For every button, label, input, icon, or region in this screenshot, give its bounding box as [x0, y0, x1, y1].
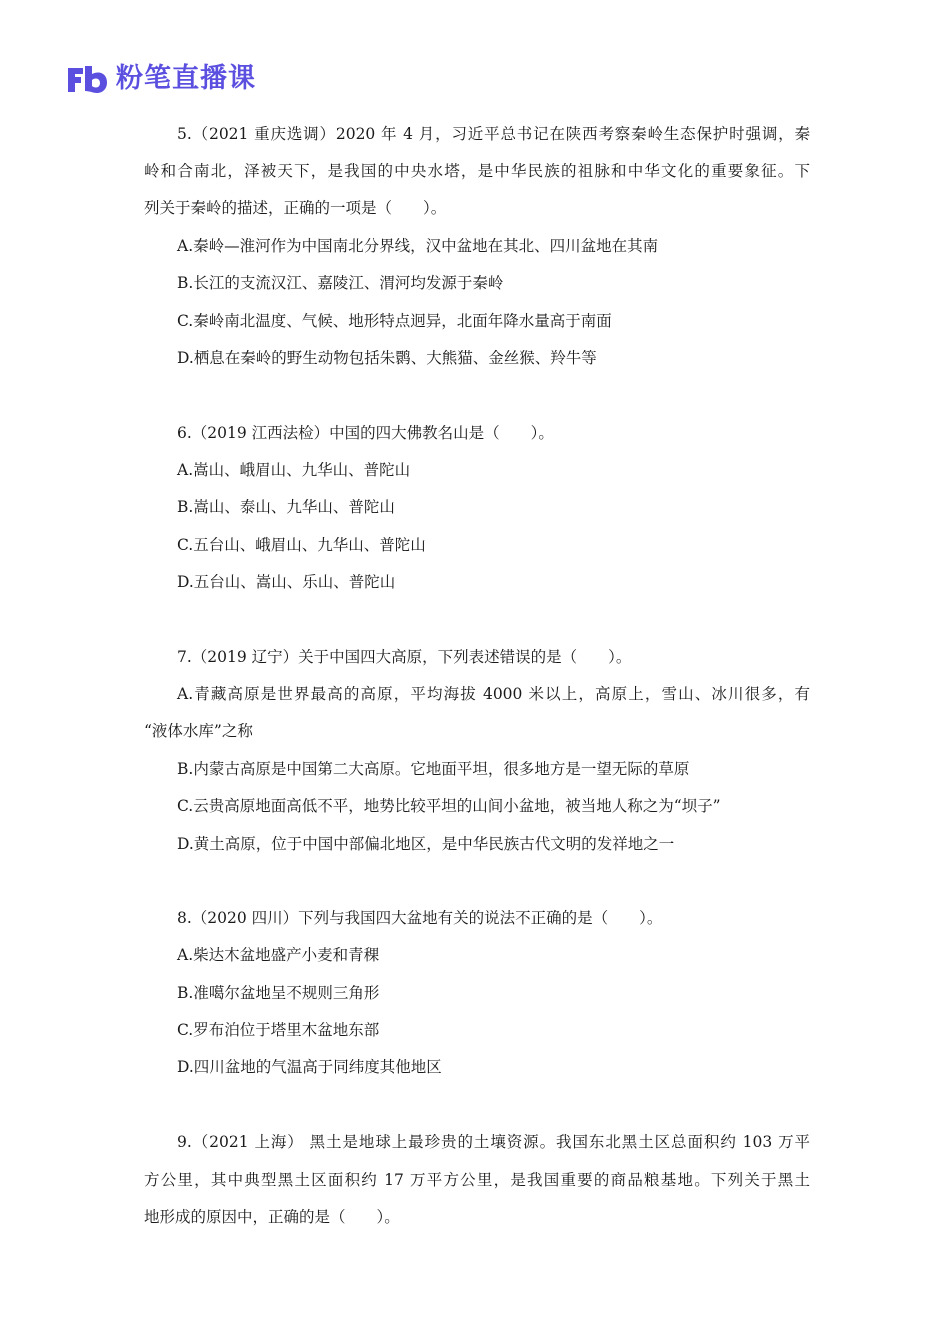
- option-c: C.五台山、峨眉山、九华山、普陀山: [177, 536, 426, 554]
- option-a: A.柴达木盆地盛产小麦和青稞: [177, 946, 380, 964]
- option-a: A.青藏高原是世界最高的高原，平均海拔 4000 米以上，高原上，雪山、冰川很多，有: [177, 685, 810, 703]
- question-stem-line: 列关于秦岭的描述，正确的一项是（ ）。: [144, 199, 447, 217]
- question-stem-line: 9.（2021 上海） 黑土是地球上最珍贵的土壤资源。我国东北黑土区总面积约 103 万平: [177, 1133, 810, 1151]
- option-d: D.四川盆地的气温高于同纬度其他地区: [177, 1058, 442, 1076]
- option-b: B.嵩山、泰山、九华山、普陀山: [177, 498, 395, 516]
- question-stem-line: 7.（2019 辽宁）关于中国四大高原，下列表述错误的是（ ）。: [177, 648, 632, 666]
- option-a: A.嵩山、峨眉山、九华山、普陀山: [177, 461, 411, 479]
- question-stem-line: 岭和合南北，泽被天下，是我国的中央水塔，是中华民族的祖脉和中华文化的重要象征。下: [144, 162, 810, 180]
- option-a: A.秦岭—淮河作为中国南北分界线，汉中盆地在其北、四川盆地在其南: [177, 237, 659, 255]
- option-b: B.长江的支流汉江、嘉陵江、渭河均发源于秦岭: [177, 274, 504, 292]
- question-stem-line: 8.（2020 四川）下列与我国四大盆地有关的说法不正确的是（ ）。: [177, 909, 663, 927]
- question-stem-line: 方公里，其中典型黑土区面积约 17 万平方公里，是我国重要的商品粮基地。下列关于黑土: [144, 1171, 810, 1189]
- option-d: D.栖息在秦岭的野生动物包括朱鹮、大熊猫、金丝猴、羚牛等: [177, 349, 597, 367]
- option-d: D.五台山、嵩山、乐山、普陀山: [177, 573, 396, 591]
- brand-name: 粉笔直播课: [116, 63, 256, 94]
- option-c: C.秦岭南北温度、气候、地形特点迥异，北面年降水量高于南面: [177, 312, 612, 330]
- question-stem-line: 地形成的原因中，正确的是（ ）。: [144, 1208, 400, 1226]
- fb-logo-icon: [66, 64, 108, 94]
- brand-logo: [66, 62, 256, 96]
- option-d: D.黄土高原，位于中国中部偏北地区，是中华民族古代文明的发祥地之一: [177, 835, 675, 853]
- question-stem-line: 5.（2021 重庆选调）2020 年 4 月，习近平总书记在陕西考察秦岭生态保护时强调，秦: [177, 125, 810, 143]
- option-a-continued: “液体水库”之称: [144, 722, 253, 740]
- option-c: C.云贵高原地面高低不平，地势比较平坦的山间小盆地，被当地人称之为“坝子”: [177, 797, 721, 815]
- option-b: B.准噶尔盆地呈不规则三角形: [177, 984, 380, 1002]
- option-c: C.罗布泊位于塔里木盆地东部: [177, 1021, 380, 1039]
- option-b: B.内蒙古高原是中国第二大高原。它地面平坦，很多地方是一望无际的草原: [177, 760, 690, 778]
- question-stem-line: 6.（2019 江西法检）中国的四大佛教名山是（ ）。: [177, 424, 554, 442]
